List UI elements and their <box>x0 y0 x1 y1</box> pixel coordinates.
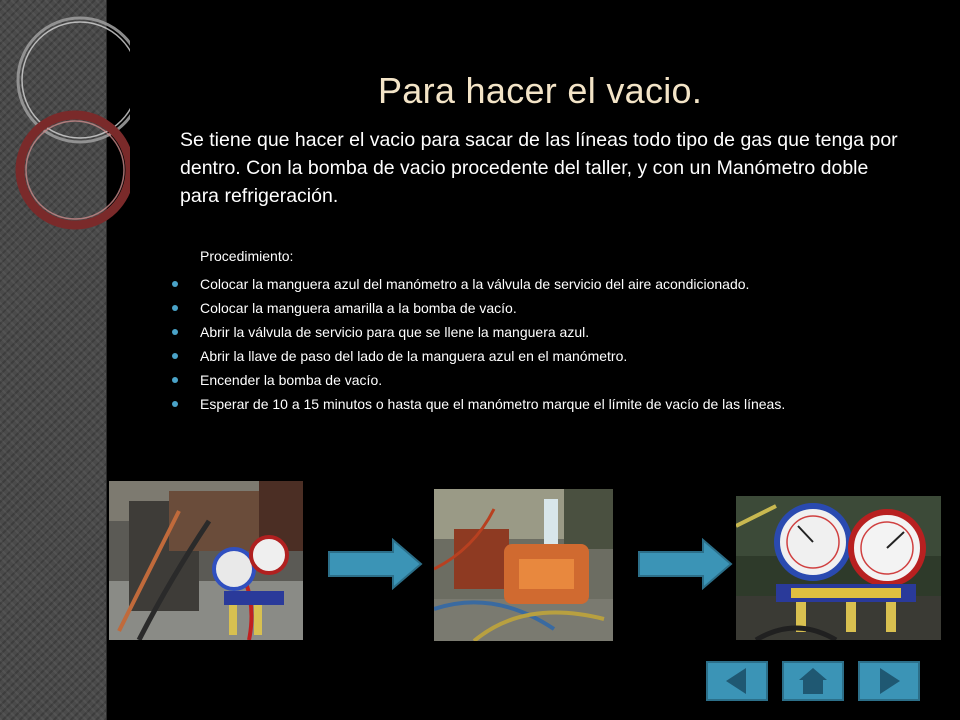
bullet-icon <box>172 377 178 383</box>
list-item <box>170 344 930 368</box>
list-item <box>170 368 930 392</box>
bullet-icon <box>172 401 178 407</box>
procedure-label: Procedimiento: <box>200 248 294 264</box>
step-text: Colocar la manguera azul del manómetro a la válvula de servicio del aire acondicionado. <box>200 276 750 292</box>
decorative-rings <box>0 0 130 260</box>
previous-slide-button[interactable] <box>706 661 768 701</box>
arrow-right-icon <box>637 538 733 590</box>
bullet-icon <box>172 305 178 311</box>
triangle-right-icon <box>860 663 918 699</box>
next-slide-button[interactable] <box>858 661 920 701</box>
list-item <box>170 296 930 320</box>
step-text: Encender la bomba de vacío. <box>200 372 383 388</box>
slide-title: Para hacer el vacio. <box>378 70 703 111</box>
intro-paragraph: Se tiene que hacer el vacio para sacar de las líneas todo tipo de gas que tenga por dentro. Con la bomba de vacio procedente del taller, y con un Manómetro doble para refrigeración. <box>180 129 898 207</box>
triangle-left-icon <box>708 663 766 699</box>
manifold-gauge-closeup-photo <box>736 496 941 640</box>
step-text: Abrir la llave de paso del lado de la manguera azul en el manómetro. <box>200 348 628 364</box>
manifold-gauge-installed-photo <box>109 481 303 640</box>
bullet-icon <box>172 281 178 287</box>
vacuum-pump-photo <box>434 489 613 641</box>
list-item <box>170 272 930 296</box>
step-text: Abrir la válvula de servicio para que se llene la manguera azul. <box>200 324 590 340</box>
step-text: Esperar de 10 a 15 minutos o hasta que el manómetro marque el límite de vacío de las líneas. <box>200 396 786 412</box>
procedure-steps <box>170 272 930 416</box>
arrow-right-icon <box>327 538 423 590</box>
bullet-icon <box>172 353 178 359</box>
bullet-icon <box>172 329 178 335</box>
list-item <box>170 392 930 416</box>
home-icon <box>784 663 842 699</box>
step-text: Colocar la manguera amarilla a la bomba de vacío. <box>200 300 517 316</box>
home-button[interactable] <box>782 661 844 701</box>
list-item <box>170 320 930 344</box>
